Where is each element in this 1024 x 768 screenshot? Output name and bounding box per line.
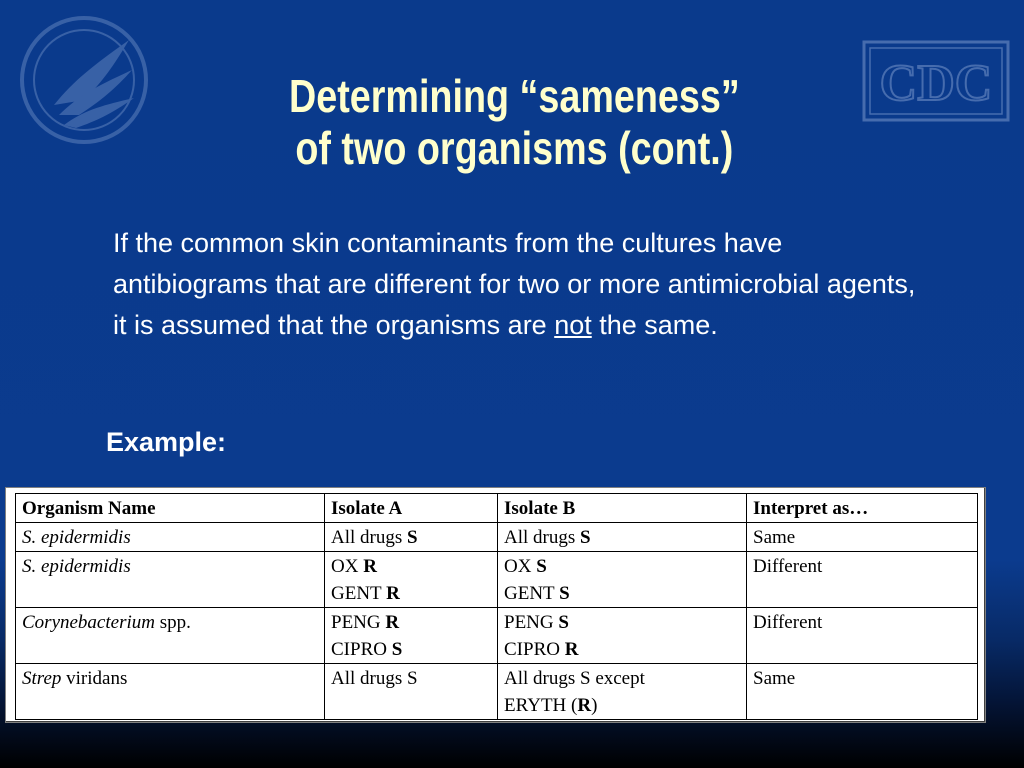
title-line-1: Determining “sameness” [288, 70, 740, 122]
drug-label: CIPRO [331, 639, 392, 660]
table-body [16, 523, 978, 720]
cell-organism [16, 552, 325, 608]
table-row [16, 552, 978, 608]
organism-italic: Corynebacterium [22, 612, 155, 633]
drug-label: CIPRO [504, 639, 565, 660]
organism-suffix: spp. [154, 612, 191, 633]
cell-interpret: Different [747, 552, 978, 608]
susceptibility-result: R [386, 583, 400, 604]
cell-isolate-a [325, 552, 498, 608]
drug-label: GENT [504, 583, 560, 604]
cell-isolate-b [498, 608, 747, 664]
susceptibility-result: R [385, 612, 400, 633]
result-line [504, 636, 740, 663]
title-line-2: of two organisms (cont.) [295, 122, 734, 174]
susceptibility-result: R [564, 639, 579, 660]
drug-label: PENG [504, 612, 559, 633]
result-line [331, 553, 491, 580]
cell-isolate-b [498, 523, 747, 552]
cell-organism [16, 664, 325, 720]
table-row [16, 664, 978, 720]
cell-organism [16, 608, 325, 664]
susceptibility-result: S [559, 583, 570, 604]
susceptibility-result: R [577, 695, 592, 716]
susceptibility-result: S [580, 527, 591, 548]
drug-label: PENG [331, 612, 386, 633]
drug-label: OX [331, 556, 364, 577]
body-text-part1: If the common skin contaminants from the cultures have antibiograms that are different for two or more antimicrobial agents, it is assumed that the organisms are [113, 228, 916, 340]
organism-italic: S. epidermidis [22, 556, 131, 577]
header-organism: Organism Name [16, 494, 325, 523]
example-label: Example: [106, 427, 227, 457]
result-line [504, 553, 740, 580]
result-line [504, 665, 740, 692]
cdc-logo-text: CDC [879, 55, 993, 112]
cell-interpret: Same [747, 664, 978, 720]
cell-isolate-a [325, 608, 498, 664]
cell-interpret: Different [747, 608, 978, 664]
drug-label: ) [591, 695, 598, 716]
body-paragraph [113, 223, 933, 346]
body-text-part2: the same. [591, 310, 718, 340]
antibiogram-table-frame [5, 487, 986, 723]
table-row [16, 608, 978, 664]
result-line [331, 665, 491, 692]
result-line [331, 524, 491, 551]
susceptibility-result: R [363, 556, 377, 577]
organism-italic: Strep [22, 668, 62, 689]
susceptibility-result: S [558, 612, 569, 633]
cell-isolate-a [325, 523, 498, 552]
drug-label: OX [504, 556, 537, 577]
result-line [504, 692, 740, 719]
cell-isolate-b [498, 552, 747, 608]
table-row [16, 523, 978, 552]
susceptibility-result: S [407, 527, 418, 548]
table-header-row [16, 494, 978, 523]
drug-label: All drugs [331, 527, 407, 548]
result-line [504, 580, 740, 607]
organism-italic: S. epidermidis [22, 527, 131, 548]
header-isolate-a: Isolate A [325, 494, 498, 523]
drug-label: All drugs S except [504, 668, 645, 689]
slide-title [95, 70, 935, 174]
result-line [504, 524, 740, 551]
body-emphasis: not [554, 310, 592, 340]
result-line [331, 636, 491, 663]
drug-label: ERYTH ( [504, 695, 578, 716]
result-line [331, 609, 491, 636]
drug-label: GENT [331, 583, 387, 604]
header-interpret: Interpret as… [747, 494, 978, 523]
organism-suffix: viridans [61, 668, 128, 689]
result-line [504, 609, 740, 636]
drug-label: All drugs S [331, 668, 418, 689]
cell-interpret: Same [747, 523, 978, 552]
result-line [331, 580, 491, 607]
drug-label: All drugs [504, 527, 580, 548]
cell-isolate-b [498, 664, 747, 720]
antibiogram-table [15, 493, 978, 720]
header-isolate-b: Isolate B [498, 494, 747, 523]
cell-isolate-a [325, 664, 498, 720]
susceptibility-result: S [536, 556, 547, 577]
susceptibility-result: S [391, 639, 403, 660]
cell-organism [16, 523, 325, 552]
